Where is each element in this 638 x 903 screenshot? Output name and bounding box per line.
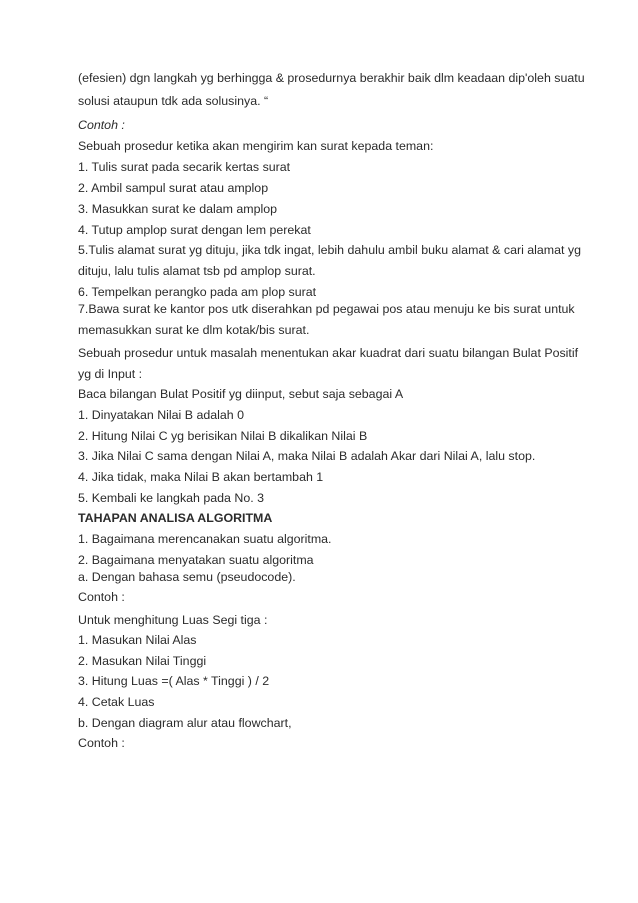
list-item: 5.Tulis alamat surat yg dituju, jika tdk ingat, lebih dahulu ambil buku alamat & cari alamat yg — [78, 243, 581, 257]
list-item: 3. Jika Nilai C sama dengan Nilai A, maka Nilai B adalah Akar dari Nilai A, lalu stop. — [78, 449, 536, 463]
text-line: yg di Input : — [78, 367, 143, 381]
list-item: 1. Tulis surat pada secarik kertas surat — [78, 160, 291, 174]
list-item: 4. Tutup amplop surat dengan lem perekat — [78, 223, 311, 237]
list-item: 3. Hitung Luas =( Alas * Tinggi ) / 2 — [78, 674, 270, 688]
text-line: Baca bilangan Bulat Positif yg diinput, sebut saja sebagai A — [78, 387, 404, 401]
list-item: 2. Ambil sampul surat atau amplop — [78, 181, 269, 195]
list-item: 1. Masukan Nilai Alas — [78, 633, 197, 647]
list-item: 5. Kembali ke langkah pada No. 3 — [78, 491, 264, 505]
list-item: 1. Dinyatakan Nilai B adalah 0 — [78, 408, 244, 422]
example-label: Contoh : — [78, 590, 125, 604]
text-line: Untuk menghitung Luas Segi tiga : — [78, 613, 268, 627]
list-item: 2. Hitung Nilai C yg berisikan Nilai B dikalikan Nilai B — [78, 429, 368, 443]
example-label: Contoh : — [78, 736, 125, 750]
text-line: dituju, lalu tulis alamat tsb pd amplop surat. — [78, 264, 316, 278]
section-heading: TAHAPAN ANALISA ALGORITMA — [78, 511, 273, 525]
list-item: 3. Masukkan surat ke dalam amplop — [78, 202, 278, 216]
list-item: 6. Tempelkan perangko pada am plop surat — [78, 285, 317, 299]
example-label: Contoh : — [78, 118, 125, 132]
text-line: solusi ataupun tdk ada solusinya. “ — [78, 94, 269, 108]
list-item: 2. Bagaimana menyatakan suatu algoritma — [78, 553, 314, 567]
text-line: memasukkan surat ke dlm kotak/bis surat. — [78, 323, 310, 337]
list-item: a. Dengan bahasa semu (pseudocode). — [78, 570, 296, 584]
list-item: b. Dengan diagram alur atau flowchart, — [78, 716, 292, 730]
list-item: 7.Bawa surat ke kantor pos utk diserahkan pd pegawai pos atau menuju ke bis surat untuk — [78, 302, 575, 316]
list-item: 4. Cetak Luas — [78, 695, 155, 709]
list-item: 2. Masukan Nilai Tinggi — [78, 654, 207, 668]
text-line: Sebuah prosedur untuk masalah menentukan akar kuadrat dari suatu bilangan Bulat Positif — [78, 346, 579, 360]
list-item: 4. Jika tidak, maka Nilai B akan bertambah 1 — [78, 470, 324, 484]
text-line: Sebuah prosedur ketika akan mengirim kan surat kepada teman: — [78, 139, 434, 153]
text-line: (efesien) dgn langkah yg berhingga & prosedurnya berakhir baik dlm keadaan dip'oleh suatu — [78, 71, 585, 85]
list-item: 1. Bagaimana merencanakan suatu algoritma. — [78, 532, 332, 546]
